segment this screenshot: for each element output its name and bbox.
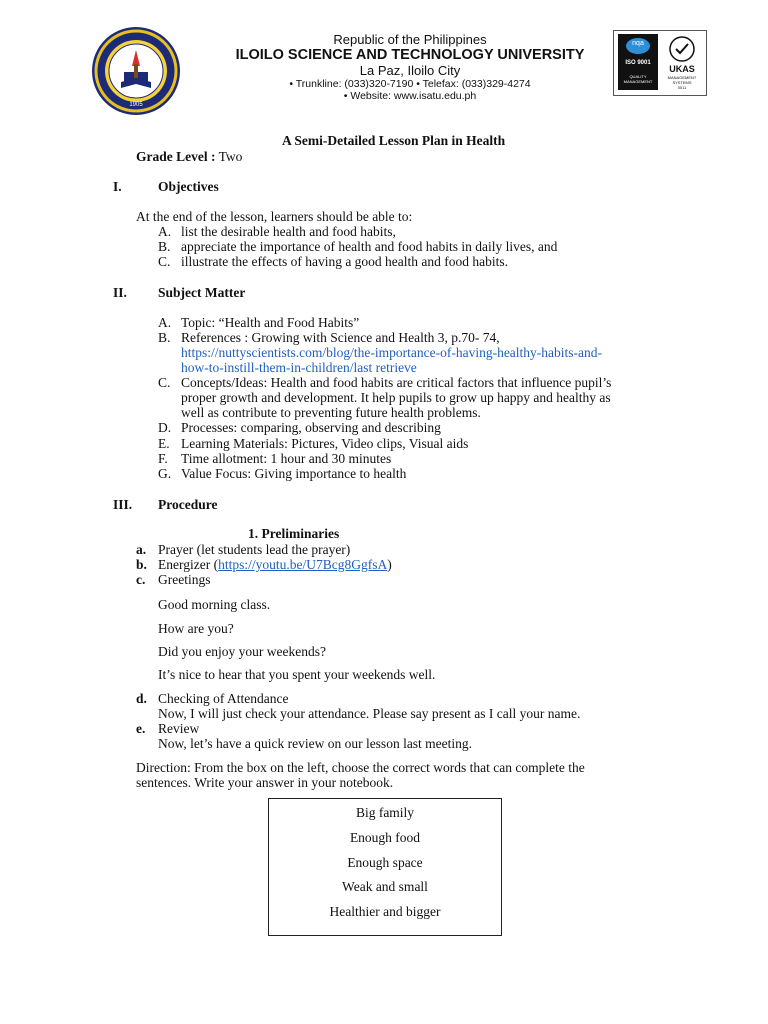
phone-line: • Trunkline: (033)320-7190 • Telefax: (033)329-4274: [289, 78, 531, 90]
list-item-letter: b.: [136, 557, 147, 572]
ukas-number: 0011: [677, 85, 687, 90]
procedure-greetings: Greetings: [158, 572, 211, 587]
subject-concepts: Concepts/Ideas: Health and food habits are critical factors that influence pupil’s: [181, 375, 612, 390]
list-item-letter: A.: [158, 315, 172, 330]
iso-label: ISO 9001: [625, 60, 651, 66]
subject-topic: Topic: “Health and Food Habits”: [181, 315, 360, 330]
greeting-line: Did you enjoy your weekends?: [158, 644, 326, 659]
attendance-instruction: Now, I will just check your attendance. Please say present as I call your name.: [158, 706, 581, 721]
section-number: II.: [113, 285, 127, 300]
nqa-label: nqa: [632, 40, 644, 47]
energizer-close-paren: ): [387, 557, 392, 572]
section-heading-procedure: Procedure: [158, 497, 218, 512]
list-item-letter: B.: [158, 330, 171, 345]
svg-text:1905: 1905: [129, 102, 143, 108]
energizer-video-link[interactable]: https://youtu.be/U7Bcg8GgfsA: [218, 557, 388, 572]
subject-materials: Learning Materials: Pictures, Video clips, Visual aids: [181, 436, 469, 451]
subject-concepts-line-3: well as contribute to preventing future health problems.: [181, 405, 481, 420]
subject-processes: Processes: comparing, observing and describing: [181, 420, 441, 435]
word-choice: Healthier and bigger: [329, 904, 441, 919]
section-number: I.: [113, 179, 122, 194]
subject-value-focus: Value Focus: Giving importance to health: [181, 466, 407, 481]
greeting-line: How are you?: [158, 621, 234, 636]
list-item-letter: C.: [158, 254, 171, 269]
direction-text-line-2: sentences. Write your answer in your notebook.: [136, 775, 394, 790]
review-instruction: Now, let’s have a quick review on our lesson last meeting.: [158, 736, 473, 751]
university-name: ILOILO SCIENCE AND TECHNOLOGY UNIVERSITY: [235, 47, 585, 63]
word-choice: Enough space: [347, 855, 423, 870]
procedure-energizer: [158, 557, 392, 572]
list-item-letter: G.: [158, 466, 172, 481]
list-item-letter: E.: [158, 436, 170, 451]
grade-level-value: Two: [218, 149, 243, 164]
subject-time: Time allotment: 1 hour and 30 minutes: [181, 451, 392, 466]
direction-text: Direction: From the box on the left, choose the correct words that can complete the: [136, 760, 585, 775]
word-choice: Enough food: [349, 830, 421, 845]
list-item-letter: e.: [136, 721, 146, 736]
website-line: • Website: www.isatu.edu.ph: [343, 90, 477, 102]
list-item-letter: c.: [136, 572, 146, 587]
word-choice: Weak and small: [342, 879, 428, 894]
iso-badge: [618, 34, 658, 90]
list-item-letter: B.: [158, 239, 171, 254]
ukas-crown-icon: [662, 34, 702, 64]
list-item: illustrate the effects of having a good health and food habits.: [181, 254, 509, 269]
reference-link-continued[interactable]: how-to-instill-them-in-children/last retrieve: [181, 360, 417, 375]
procedure-attendance: Checking of Attendance: [158, 691, 289, 706]
quality-label: QUALITY MANAGEMENT: [623, 74, 653, 84]
grade-level: [136, 149, 242, 164]
procedure-review: Review: [158, 721, 200, 736]
list-item-letter: D.: [158, 420, 172, 435]
word-choice: Big family: [355, 805, 415, 820]
word-choice-box: [268, 798, 502, 936]
greeting-line: Good morning class.: [158, 597, 271, 612]
list-item-letter: a.: [136, 542, 147, 557]
list-item: list the desirable health and food habits,: [181, 224, 396, 239]
section-heading-objectives: Objectives: [158, 179, 219, 194]
grade-level-label: Grade Level :: [136, 149, 216, 164]
university-seal: [91, 26, 181, 116]
procedure-prayer: Prayer (let students lead the prayer): [158, 542, 351, 557]
ukas-label: UKAS: [669, 64, 695, 74]
list-item-letter: d.: [136, 691, 147, 706]
objectives-intro: At the end of the lesson, learners should be able to:: [136, 209, 413, 224]
document-title: A Semi-Detailed Lesson Plan in Health: [282, 133, 506, 148]
section-heading-subject-matter: Subject Matter: [158, 285, 246, 300]
list-item: appreciate the importance of health and food habits in daily lives, and: [181, 239, 558, 254]
ukas-sub-label: MANAGEMENT SYSTEMS: [667, 75, 697, 85]
ukas-badge: [662, 34, 702, 90]
university-location: La Paz, Iloilo City: [359, 63, 461, 78]
reference-link[interactable]: https://nuttyscientists.com/blog/the-importance-of-having-healthy-habits-and-: [181, 345, 603, 360]
list-item-letter: C.: [158, 375, 171, 390]
certification-badge: [613, 30, 707, 96]
subject-references: References : Growing with Science and Health 3, p.70- 74,: [181, 330, 500, 345]
energizer-label: Energizer (: [158, 557, 219, 572]
greeting-line: It’s nice to hear that you spent your weekends well.: [158, 667, 436, 682]
list-item-letter: A.: [158, 224, 172, 239]
preliminaries-heading: 1. Preliminaries: [248, 526, 340, 541]
republic-line: Republic of the Philippines: [333, 32, 487, 47]
list-item-letter: F.: [158, 451, 168, 466]
subject-concepts-line-2: proper growth and development. It help pupils to grow up happy and healthy as: [181, 390, 611, 405]
section-number: III.: [113, 497, 133, 512]
